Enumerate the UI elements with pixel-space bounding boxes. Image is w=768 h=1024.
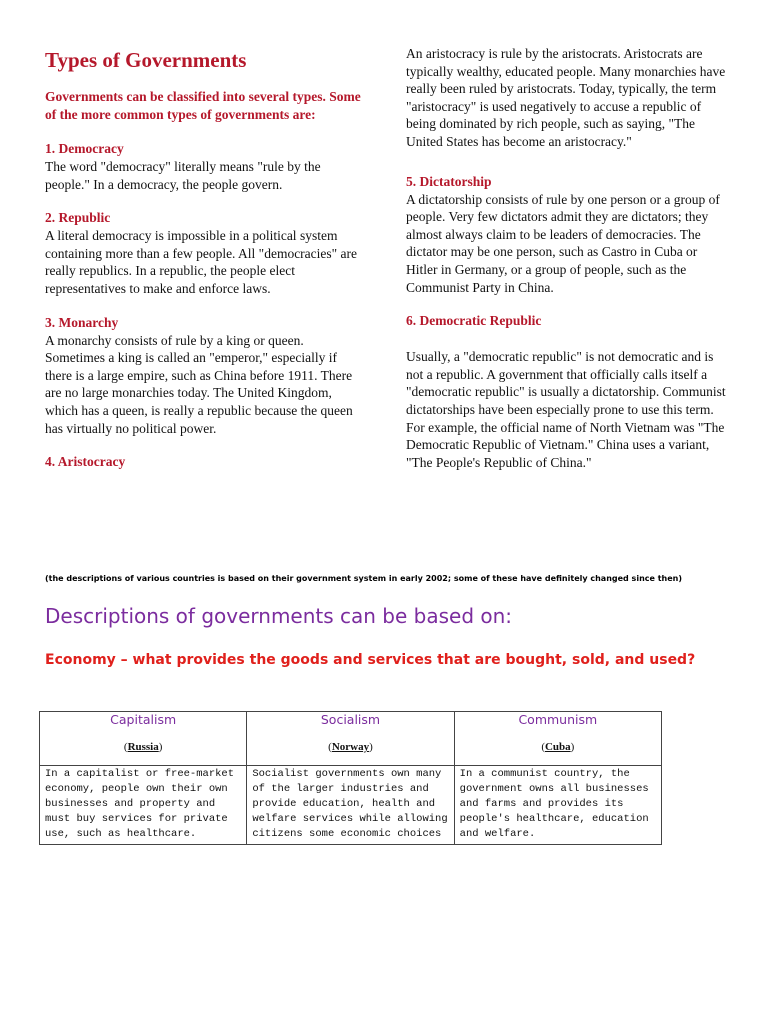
section-heading-dictatorship: 5. Dictatorship xyxy=(406,173,492,189)
section-text-monarchy: A monarchy consists of rule by a king or queen. Sometimes a king is called an "emperor," especially if there is a large empire, such as China before 1911. There are no large monarchies today. The United Kingdom, which has a queen, is really a republic because the queen has virtually no political power. xyxy=(45,332,353,436)
section-text-dictatorship: A dictatorship consists of rule by one person or a group of people. Very few dictators admit they are dictators; they almost always claim to be leaders of democracies. The dictator may be one person, such as Castro in Cuba or Hitler in Germany, or a group of people, such as the Communist Party in China. xyxy=(406,191,720,295)
column-name-socialism: Socialism xyxy=(320,712,381,727)
page-title: Types of Governments xyxy=(45,48,247,72)
intro-paragraph: Governments can be classified into several types. Some of the more common types of governments are: xyxy=(45,89,361,122)
column-name-communism: Communism xyxy=(518,712,598,727)
section-heading-democracy: 1. Democracy xyxy=(45,141,124,156)
country-norway: Norway xyxy=(331,741,370,753)
description-communism: In a communist country, the government owns all businesses and farms and provides its people's healthcare, education and welfare. xyxy=(454,766,661,845)
section-text-aristocracy: An aristocracy is rule by the aristocrats. Aristocrats are typically wealthy, educated people. Many monarchies have really been ruled by aristocrats. Today, typically, the term "aristocracy" is used negatively to accuse a republic of being dominated by rich people, such as saying, "The United States has become an aristocracy." xyxy=(406,46,726,149)
column-country: (Norway) xyxy=(328,741,373,753)
column-country: (Cuba) xyxy=(541,741,575,753)
description-capitalism: In a capitalist or free-market economy, people own their own businesses and property and must buy services for private use, such as healthcare. xyxy=(40,766,247,845)
section-heading-aristocracy: 4. Aristocracy xyxy=(45,454,126,470)
left-column xyxy=(45,40,365,471)
section-heading-monarchy: 3. Monarchy xyxy=(45,314,119,330)
section-title: Descriptions of governments can be based on: xyxy=(45,604,513,628)
section-heading-republic: 2. Republic xyxy=(45,210,111,226)
table-header-row xyxy=(40,712,662,766)
section-text-democratic-republic: Usually, a "democratic republic" is not democratic and is not a republic. A government that officially calls itself a "democratic republic" is usually a dictatorship. Communist dictatorships have been especially prone to use this term. For example, the official name of North Vietnam was "The Democratic Republic of Vietnam." China uses a variant, "The People's Republic of China." xyxy=(406,349,726,470)
description-socialism: Socialist governments own many of the larger industries and provide education, health and welfare services while allowing citizens some economic choices xyxy=(247,766,454,845)
column-country: (Russia) xyxy=(123,741,163,753)
section-text-republic: A literal democracy is impossible in a political system containing more than a few people. All "democracies" are really republics. In a republic, the people elect representatives to make and enforce laws. xyxy=(45,228,358,296)
table-header-cell xyxy=(454,712,661,766)
section-subtitle: Economy – what provides the goods and services that are bought, sold, and used? xyxy=(45,652,696,668)
right-column xyxy=(406,45,726,487)
column-name-capitalism: Capitalism xyxy=(110,712,177,727)
section-heading-democratic-republic: 6. Democratic Republic xyxy=(406,313,542,329)
table-row xyxy=(40,766,662,845)
economy-table xyxy=(39,711,662,845)
table-header-cell xyxy=(247,712,454,766)
country-russia: Russia xyxy=(127,741,159,753)
section-text-democracy: The word "democracy" literally means "rule by the people." In a democracy, the people govern. xyxy=(45,159,321,192)
date-note: (the descriptions of various countries is based on their government system in early 2002; some of these have definitely changed since then) xyxy=(45,574,683,583)
table-header-cell xyxy=(40,712,247,766)
country-cuba: Cuba xyxy=(544,741,571,753)
